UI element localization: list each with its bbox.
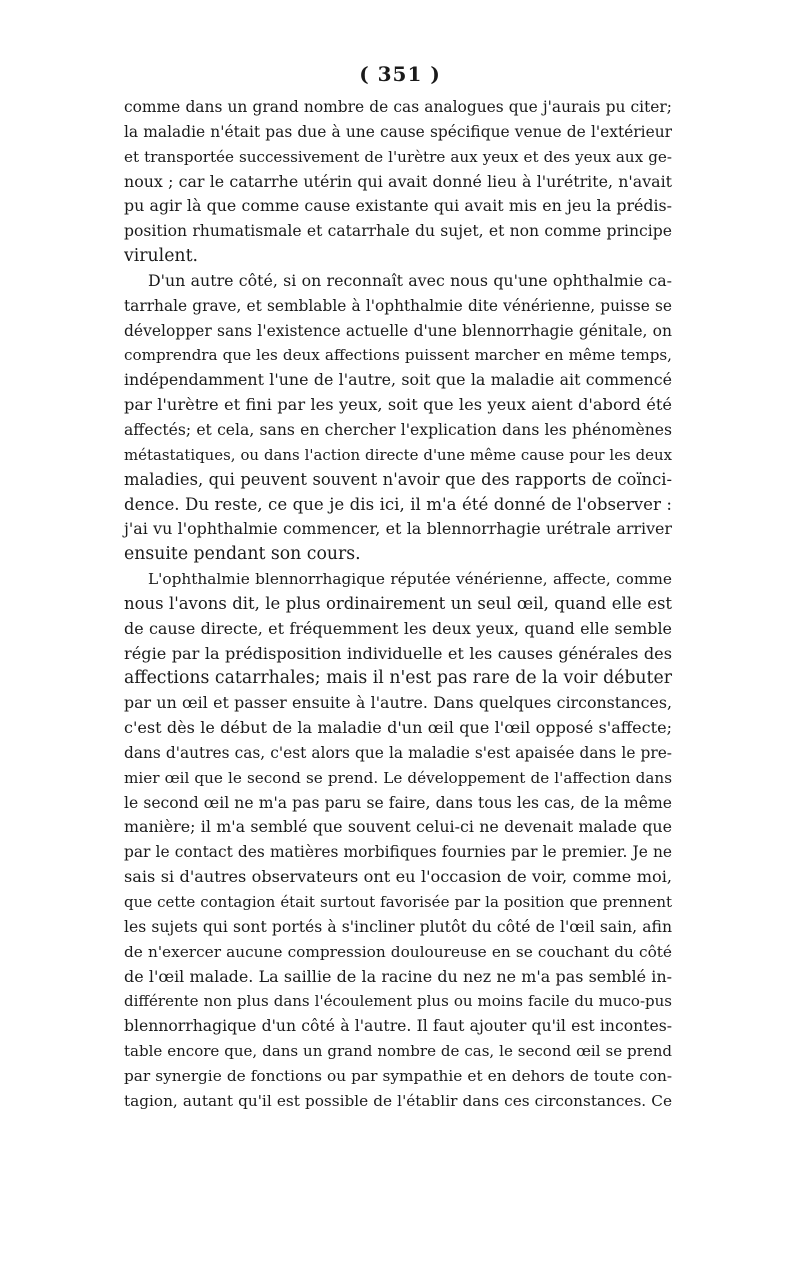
text-line: de cause directe, et fréquemment les deux yeux, quand elle semble: [124, 618, 672, 638]
text-line: et transportée successivement de l'urètre aux yeux et des yeux aux ge-: [124, 147, 672, 166]
text-line: affectés; et cela, sans en chercher l'explication dans les phénomènes: [124, 420, 672, 439]
paragraph: [124, 269, 672, 567]
text-line: par l'urètre et fini par les yeux, soit que les yeux aient d'abord été: [124, 395, 672, 415]
text-line: mier œil que le second se prend. Le développement de l'affection dans: [124, 768, 672, 787]
body-text: [124, 95, 672, 1114]
text-line: dans d'autres cas, c'est alors que la maladie s'est apaisée dans le pre-: [124, 743, 672, 762]
text-line: nous l'avons dit, le plus ordinairement un seul œil, quand elle est: [124, 593, 672, 613]
text-line: métastatiques, ou dans l'action directe d'une même cause pour les deux: [124, 445, 672, 464]
text-line: les sujets qui sont portés à s'incliner plutôt du côté de l'œil sain, afin: [124, 917, 672, 936]
text-line: noux ; car le catarrhe utérin qui avait donné lieu à l'urétrite, n'avait: [124, 171, 672, 191]
text-line: le second œil ne m'a pas paru se faire, dans tous les cas, de la même: [124, 793, 672, 812]
paragraph: [124, 567, 672, 1114]
text-line: manière; il m'a semblé que souvent celui-ci ne devenait malade que: [124, 817, 672, 837]
text-line: position rhumatismale et catarrhale du sujet, et non comme principe: [124, 222, 672, 241]
text-line: pu agir là que comme cause existante qui avait mis en jeu la prédis-: [124, 196, 672, 216]
text-line: comprendra que les deux affections puissent marcher en même temps,: [124, 346, 672, 365]
page-number: ( 351 ): [359, 62, 441, 86]
text-line: affections catarrhales; mais il n'est pas rare de la voir débuter: [124, 668, 672, 689]
text-line: par le contact des matières morbifiques fournies par le premier. Je ne: [124, 843, 672, 862]
text-line: différente non plus dans l'écoulement plus ou moins facile du muco-pus: [124, 992, 672, 1011]
text-line: par synergie de fonctions ou par sympathie et en dehors de toute con-: [124, 1066, 672, 1085]
text-line: tagion, autant qu'il est possible de l'établir dans ces circonstances. Ce: [124, 1091, 672, 1110]
text-line: régie par la prédisposition individuelle et les causes générales des: [124, 643, 672, 663]
text-line: virulent.: [124, 246, 199, 267]
text-line: c'est dès le début de la maladie d'un œil que l'œil opposé s'affecte;: [124, 718, 672, 738]
text-line: D'un autre côté, si on reconnaît avec nous qu'une ophthalmie ca-: [148, 270, 672, 290]
paragraph: [124, 95, 672, 269]
text-line: que cette contagion était surtout favorisée par la position que prennent: [124, 893, 672, 911]
text-line: de l'œil malade. La saillie de la racine du nez ne m'a pas semblé in-: [124, 966, 672, 986]
text-line: L'ophthalmie blennorrhagique réputée vénérienne, affecte, comme: [148, 570, 672, 589]
text-line: développer sans l'existence actuelle d'une blennorrhagie génitale, on: [124, 321, 672, 340]
text-line: ensuite pendant son cours.: [124, 544, 361, 565]
text-line: j'ai vu l'ophthalmie commencer, et la blennorrhagie urétrale arriver: [124, 519, 672, 539]
text-line: table encore que, dans un grand nombre de cas, le second œil se prend: [124, 1042, 672, 1061]
text-line: par un œil et passer ensuite à l'autre. Dans quelques circonstances,: [124, 693, 672, 713]
text-line: maladies, qui peuvent souvent n'avoir que des rapports de coïnci-: [124, 469, 672, 489]
text-line: tarrhale grave, et semblable à l'ophthalmie dite vénérienne, puisse se: [124, 296, 672, 315]
text-line: comme dans un grand nombre de cas analogues que j'aurais pu citer;: [124, 98, 672, 116]
text-line: blennorrhagique d'un côté à l'autre. Il faut ajouter qu'il est incontes-: [124, 1016, 672, 1036]
text-line: dence. Du reste, ce que je dis ici, il m'a été donné de l'observer :: [124, 494, 672, 514]
text-line: la maladie n'était pas due à une cause spécifique venue de l'extérieur: [124, 122, 672, 141]
text-line: indépendamment l'une de l'autre, soit que la maladie ait commencé: [124, 370, 672, 390]
text-line: sais si d'autres observateurs ont eu l'occasion de voir, comme moi,: [124, 867, 672, 887]
text-line: de n'exercer aucune compression douloureuse en se couchant du côté: [124, 942, 672, 961]
